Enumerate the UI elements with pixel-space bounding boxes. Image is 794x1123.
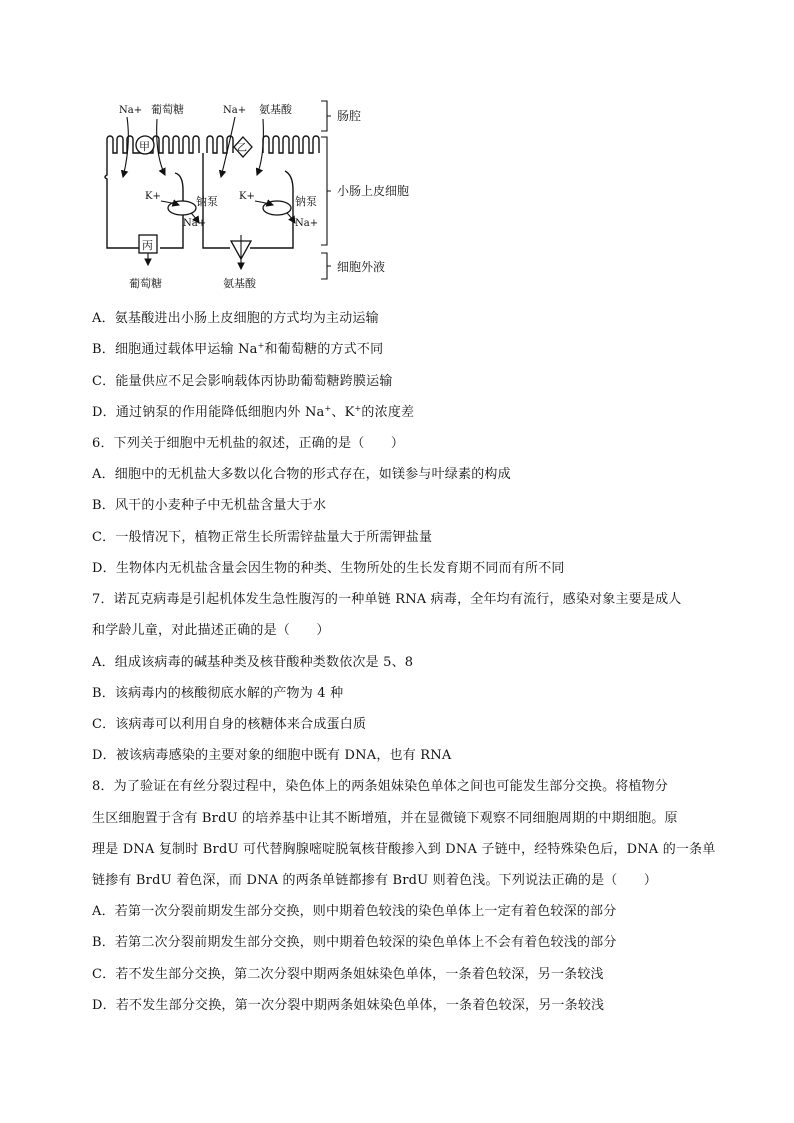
q8-option-d: D．若不发生部分交换，第一次分裂中期两条姐妹染色单体，一条着色较深，另一条较浅	[92, 998, 605, 1013]
q7-option-b: B．该病毒内的核酸彻底水解的产物为 4 种	[92, 686, 344, 701]
carrier-jia-label: 甲	[139, 140, 150, 153]
q5-option-d: D．通过钠泵的作用能降低细胞内外 Na+、K+的浓度差	[92, 404, 415, 420]
carrier-bing-label: 丙	[142, 239, 153, 252]
label-na-left-pump: Na+	[183, 218, 207, 229]
label-ecf: 细胞外液	[337, 260, 386, 274]
microvilli-right	[263, 136, 319, 153]
label-amino-top: 氨基酸	[259, 103, 292, 116]
q6-option-b: B．风干的小麦种子中无机盐含量大于水	[92, 498, 327, 513]
label-k-left: K+	[145, 191, 161, 202]
carrier-yi-label: 乙	[237, 143, 247, 154]
label-na-mid: Na+	[223, 105, 247, 116]
q5-option-a: A．氨基酸进出小肠上皮细胞的方式均为主动运输	[92, 311, 379, 326]
q8-stem-line3: 理是 DNA 复制时 BrdU 可代替胸腺嘧啶脱氧核苷酸掺入到 DNA 子链中，经特殊染色后，DNA 的一条单	[92, 842, 716, 857]
bracket-lumen	[321, 101, 331, 131]
q8-option-c: C．若不发生部分交换，第二次分裂中期两条姐妹染色单体，一条着色较深，另一条较浅	[92, 967, 604, 982]
label-na-right-pump: Na+	[295, 218, 319, 229]
q5-option-b: B．细胞通过载体甲运输 Na+和葡萄糖的方式不同	[92, 341, 384, 357]
q8-option-b: B．若第二次分裂前期发生部分交换，则中期着色较深的染色单体上不会有着色较浅的部分	[92, 935, 617, 950]
q8-stem-line2: 生区细胞置于含有 BrdU 的培养基中让其不断增殖，并在显微镜下观察不同细胞周期的中期细胞。原	[92, 811, 678, 826]
label-cell: 小肠上皮细胞	[337, 184, 410, 198]
q8-stem-line4: 链掺有 BrdU 着色深，而 DNA 的两条单链都掺有 BrdU 则着色浅。下列说法正确的是（ ）	[92, 873, 658, 888]
q7-stem-line1: 7．诺瓦克病毒是引起机体发生急性腹泻的一种单链 RNA 病毒，全年均有流行，感染对象主要是成人	[92, 592, 682, 607]
q7-option-a: A．组成该病毒的碱基种类及核苷酸种类数依次是 5、8	[92, 655, 414, 670]
label-pump-right: 钠泵	[295, 195, 317, 208]
q7-stem-line2: 和学龄儿童，对此描述正确的是（ ）	[92, 623, 330, 638]
q8-option-a: A．若第一次分裂前期发生部分交换，则中期着色较浅的染色单体上一定有着色较深的部分	[92, 904, 617, 919]
q6-option-a: A．细胞中的无机盐大多数以化合物的形式存在，如镁参与叶绿素的构成	[92, 467, 511, 482]
label-amino-bottom: 氨基酸	[223, 277, 256, 290]
label-na-left: Na+	[119, 105, 143, 116]
label-glucose-bottom: 葡萄糖	[129, 277, 162, 290]
label-k-right: K+	[239, 191, 255, 202]
transport-diagram	[95, 95, 435, 295]
q6-stem: 6．下列关于细胞中无机盐的叙述，正确的是（ ）	[92, 436, 405, 451]
q6-option-d: D．生物体内无机盐含量会因生物的种类、生物所处的生长发育期不同而有所不同	[92, 561, 565, 576]
cell-left-outline	[105, 153, 183, 248]
bracket-ecf	[321, 253, 331, 279]
q7-option-d: D．被该病毒感染的主要对象的细胞中既有 DNA，也有 RNA	[92, 748, 452, 763]
label-pump-left: 钠泵	[196, 195, 218, 208]
label-lumen: 肠腔	[337, 109, 362, 123]
bracket-cell	[321, 137, 331, 245]
label-glucose-top: 葡萄糖	[151, 103, 184, 116]
q6-option-c: C．一般情况下，植物正常生长所需锌盐量大于所需钾盐量	[92, 530, 433, 545]
q7-option-c: C．该病毒可以利用自身的核糖体来合成蛋白质	[92, 717, 367, 732]
q5-option-c: C．能量供应不足会影响载体丙协助葡萄糖跨膜运输	[92, 374, 393, 389]
q8-stem-line1: 8．为了验证在有丝分裂过程中，染色体上的两条姐妹染色单体之间也可能发生部分交换。将植物分	[92, 779, 669, 794]
